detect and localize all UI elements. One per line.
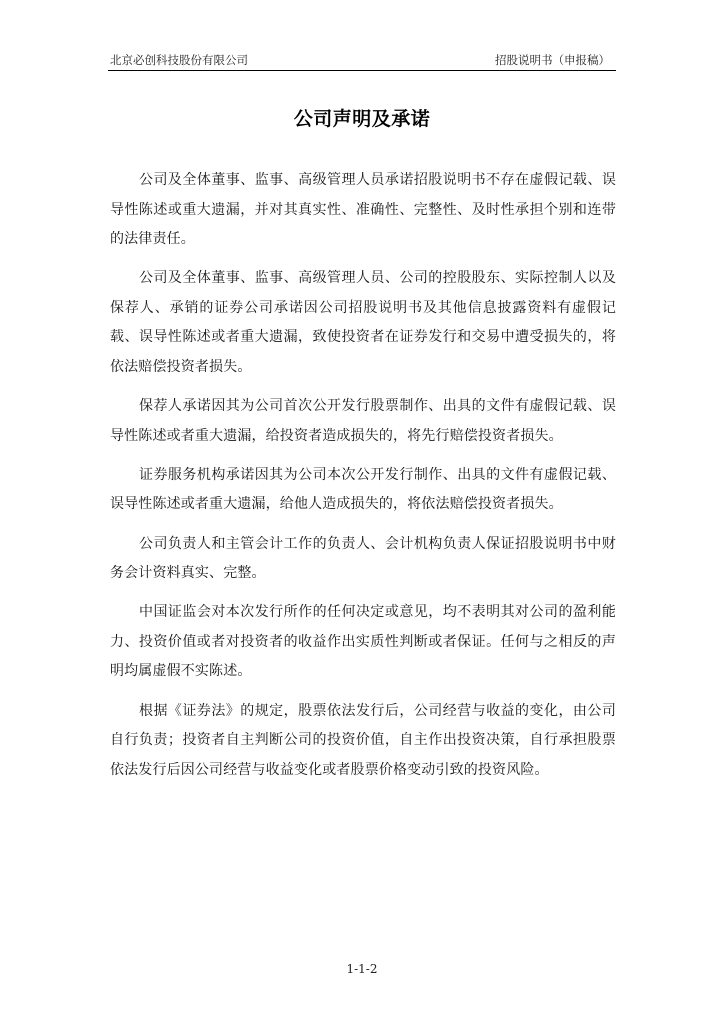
page-header — [108, 50, 616, 71]
paragraph-6: 中国证监会对本次发行所作的任何决定或意见，均不表明其对公司的盈利能力、投资价值或者对投资者的收益作出实质性判断或者保证。任何与之相反的声明均属虚假不实陈述。 — [110, 604, 616, 680]
header-document-type: 招股说明书（申报稿） — [495, 53, 610, 67]
statement-body — [110, 166, 616, 795]
paragraph-2: 公司及全体董事、监事、高级管理人员、公司的控股股东、实际控制人以及保荐人、承销的证券公司承诺因公司招股说明书及其他信息披露资料有虚假记载、误导性陈述或者重大遗漏，致使投资者在证券发行和交易中遭受损失的，将依法赔偿投资者损失。 — [110, 270, 616, 376]
page-title: 公司声明及承诺 — [293, 108, 431, 130]
paragraph-5: 公司负责人和主管会计工作的负责人、会计机构负责人保证招股说明书中财务会计资料真实、完整。 — [110, 535, 616, 582]
paragraph-3: 保荐人承诺因其为公司首次公开发行股票制作、出具的文件有虚假记载、误导性陈述或者重大遗漏，给投资者造成损失的，将先行赔偿投资者损失。 — [110, 398, 616, 444]
page-number: 1-1-2 — [346, 962, 378, 976]
paragraph-4: 证券服务机构承诺因其为公司本次公开发行制作、出具的文件有虚假记载、误导性陈述或者重大遗漏，给他人造成损失的，将依法赔偿投资者损失。 — [110, 466, 616, 513]
paragraph-7: 根据《证券法》的规定，股票依法发行后，公司经营与收益的变化，由公司自行负责；投资者自主判断公司的投资价值，自主作出投资决策，自行承担股票依法发行后因公司经营与收益变化或者股票价格变动引致的投资风险。 — [110, 702, 616, 778]
header-company-name: 北京必创科技股份有限公司 — [110, 53, 248, 67]
paragraph-1: 公司及全体董事、监事、高级管理人员承诺招股说明书不存在虚假记载、误导性陈述或重大遗漏，并对其真实性、准确性、完整性、及时性承担个别和连带的法律责任。 — [110, 172, 616, 248]
